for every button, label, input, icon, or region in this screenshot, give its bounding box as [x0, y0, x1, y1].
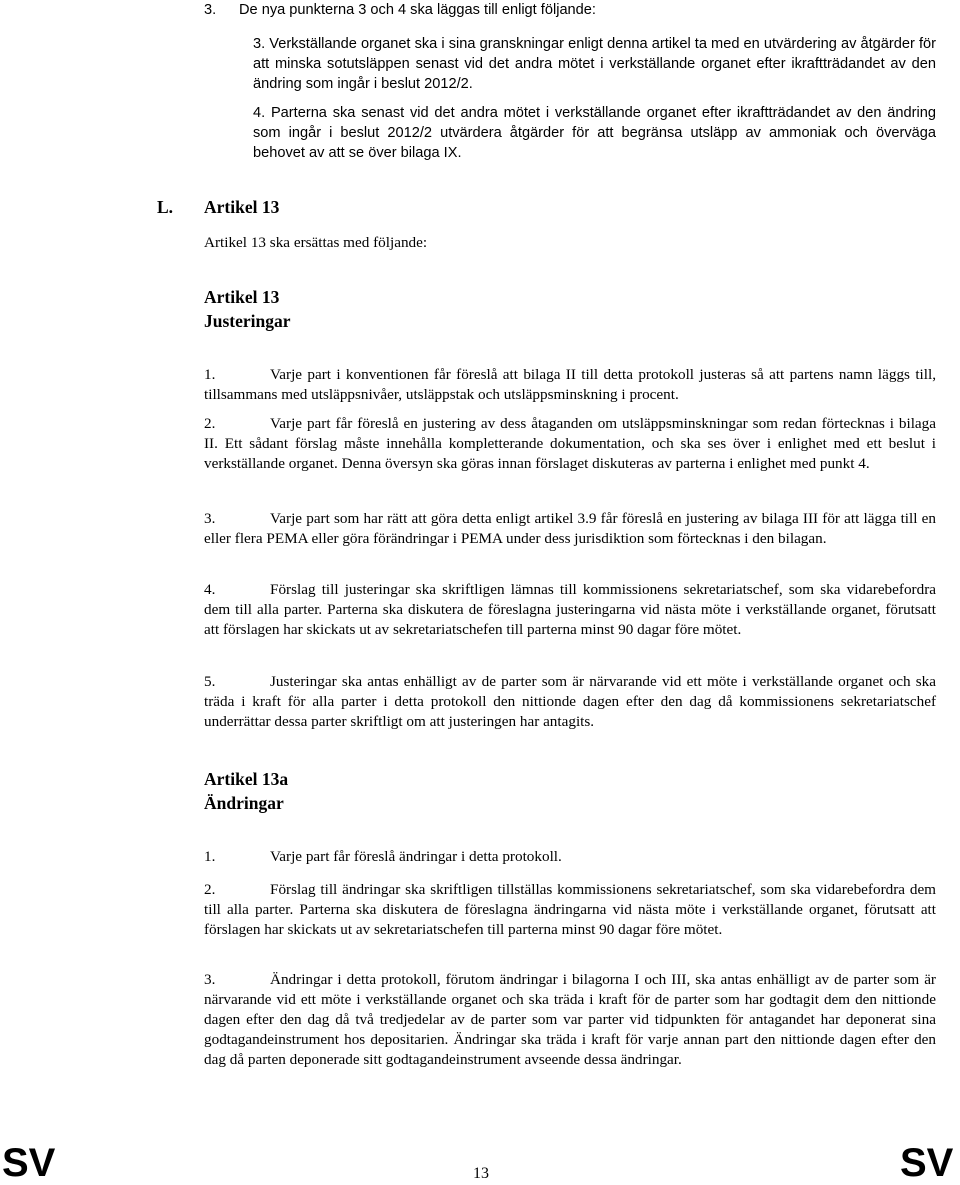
section-letter: L. — [157, 197, 174, 217]
article13-paragraph-3 — [204, 509, 936, 549]
paragraph-text: Varje part får föreslå ändringar i detta protokoll. — [270, 848, 562, 865]
article13a-subtitle: Ändringar — [204, 793, 284, 813]
paragraph-number: 1. — [204, 366, 216, 383]
intro-line — [204, 0, 936, 20]
article13-paragraph-5 — [204, 672, 936, 732]
paragraph-number: 1. — [204, 848, 216, 865]
article13-paragraph-1 — [204, 365, 936, 405]
article13-title: Artikel 13 — [204, 287, 280, 307]
paragraph-number: 4. — [204, 581, 216, 598]
footer-lang-right: SV — [900, 1141, 954, 1185]
article13-subtitle: Justeringar — [204, 311, 291, 331]
section-replace-text: Artikel 13 ska ersättas med följande: — [204, 234, 428, 251]
paragraph-text: Ändringar i detta protokoll, förutom ändringar i bilagorna I och III, ska antas enhälligt av de parter som är närvarande vid ett möte i verkställande organet och ska träda i kraft för de parter som har godtagit dem den nittionde dagen efter den dag då två tredjedelar av de parter som var parter vid tidpunkten för antagandet har deponerat sina godtagandeinstrument hos depositarien. Ändringar ska träda i kraft för varje annan part den nittionde dagen efter den dag då parten deponerade sitt godtagandeinstrument avseende dessa ändringar. — [204, 971, 936, 1068]
paragraph-number: 2. — [204, 881, 216, 898]
paragraph-number: 2. — [204, 415, 216, 432]
intro-text: De nya punkterna 3 och 4 ska läggas till enligt följande: — [239, 2, 596, 18]
paragraph-number: 5. — [204, 673, 216, 690]
section-title: Artikel 13 — [204, 197, 280, 217]
sub-point-3: 3. Verkställande organet ska i sina granskningar enligt denna artikel ta med en utvärdering av åtgärder för att minska sotutsläppen senast vid det andra mötet i verkställande organet efter ikraftträdandet av den ändring som ingår i beslut 2012/2. — [253, 36, 936, 92]
article13a-title: Artikel 13a — [204, 769, 289, 789]
article13-paragraph-4 — [204, 580, 936, 640]
footer-page-number: 13 — [473, 1165, 489, 1182]
paragraph-text: Varje part får föreslå en justering av dess åtaganden om utsläppsminskningar som redan förtecknas i bilaga II. Ett sådant förslag måste innehålla kompletterande dokumentation, och ska ses över i enlighet med ett beslut i verkställande organet. Denna översyn ska göras innan förslaget diskuteras av parterna i enlighet med punkt 4. — [204, 415, 936, 472]
article13a-paragraph-1 — [204, 847, 936, 867]
paragraph-text: Varje part i konventionen får föreslå att bilaga II till detta protokoll justeras så att partens namn läggs till, tillsammans med utsläppsnivåer, utsläppstak och utsläppsminskning i procent. — [204, 366, 936, 403]
article13-paragraph-2 — [204, 414, 936, 474]
paragraph-text: Justeringar ska antas enhälligt av de parter som är närvarande vid ett möte i verkställande organet och ska träda i kraft för alla parter i detta protokoll den nittionde dagen efter den dag då kommissionens sekretariatschef underrättar dessa parter skriftligt om att justeringen har antagits. — [204, 673, 936, 730]
paragraph-number: 3. — [204, 971, 216, 988]
section-heading — [157, 196, 279, 218]
paragraph-text: Förslag till ändringar ska skriftligen tillställas kommissionens sekretariatschef, som ska vidarebefordra dem till alla parter. Parterna ska diskutera de föreslagna ändringarna vid nästa möte i verkställande organet, förutsatt att förslagen har skickats ut av sekretariatschefen till parterna minst 90 dagar före mötet. — [204, 881, 936, 938]
sub-point-4: 4. Parterna ska senast vid det andra mötet i verkställande organet efter ikraftträdandet av den ändring som ingår i beslut 2012/2 utvärdera åtgärder för att begränsa utsläpp av ammoniak och överväga behovet av att se över bilaga IX. — [253, 105, 936, 161]
intro-number: 3. — [204, 2, 217, 18]
paragraph-text: Varje part som har rätt att göra detta enligt artikel 3.9 får föreslå en justering av bilaga III för att lägga till en eller flera PEMA eller göra förändringar i PEMA under dess jurisdiktion som förtecknas i den bilagan. — [204, 510, 936, 547]
article13a-paragraph-3 — [204, 970, 936, 1070]
footer-lang-left: SV — [2, 1141, 56, 1185]
paragraph-number: 3. — [204, 510, 216, 527]
article13a-paragraph-2 — [204, 880, 936, 940]
paragraph-text: Förslag till justeringar ska skriftligen lämnas till kommissionens sekretariatschef, som ska vidarebefordra dem till alla parter. Parterna ska diskutera de föreslagna justeringarna vid nästa möte i verkställande organet, förutsatt att förslagen har skickats ut av sekretariatschefen till parterna minst 90 dagar före mötet. — [204, 581, 936, 638]
